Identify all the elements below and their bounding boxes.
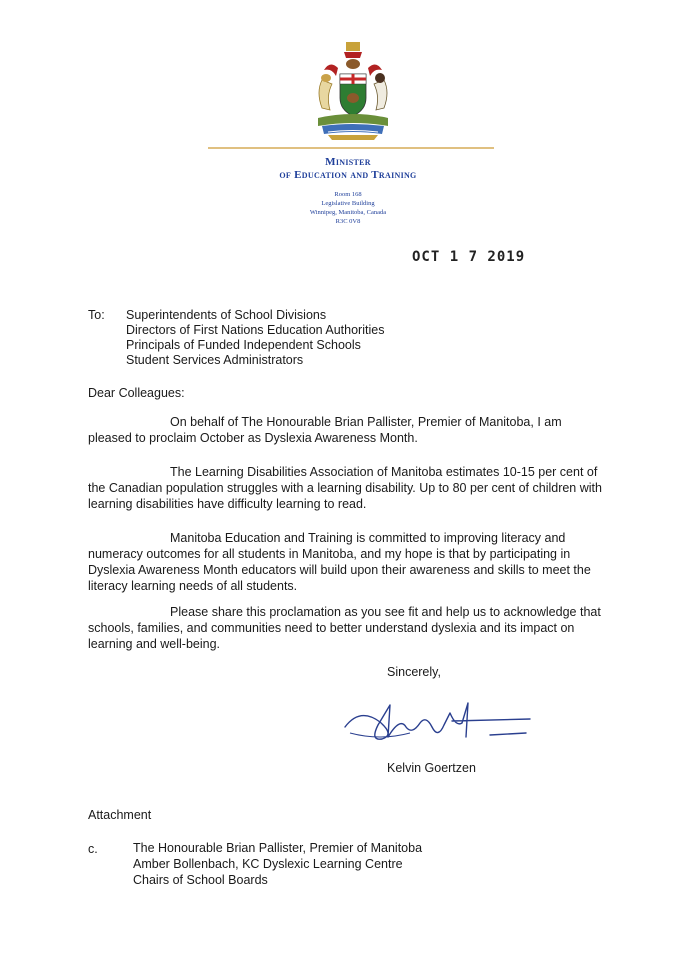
letterhead-title-line2: of Education and Training bbox=[279, 169, 417, 181]
address-line: Legislative Building bbox=[321, 200, 375, 207]
address-line: Winnipeg, Manitoba, Canada bbox=[309, 209, 387, 216]
recipient-item: Student Services Administrators bbox=[126, 353, 304, 367]
cc-label: c. bbox=[88, 842, 98, 856]
letterhead-title-line1: Minister bbox=[325, 156, 371, 168]
recipient-list bbox=[126, 308, 384, 368]
salutation: Dear Colleagues: bbox=[88, 386, 185, 400]
cc-list bbox=[133, 840, 422, 888]
date-stamp: OCT 1 7 2019 bbox=[412, 249, 526, 265]
letterhead-rule bbox=[208, 147, 494, 149]
body-paragraph: Manitoba Education and Training is committed to improving literacy and numeracy outcomes for all students in Manitoba, and my hope is that by participating in Dyslexia Awareness Month educators will build upon their awareness and skills to meet the literacy learning needs of all students. bbox=[88, 531, 591, 593]
body-paragraph: Please share this proclamation as you see fit and help us to acknowledge that schools, families, and communities need to better understand dyslexia and its impact on learning and well-being. bbox=[88, 605, 601, 651]
body-paragraph: On behalf of The Honourable Brian Pallister, Premier of Manitoba, I am pleased to proclaim October as Dyslexia Awareness Month. bbox=[88, 415, 562, 445]
closing: Sincerely, bbox=[387, 665, 441, 679]
address-line: R3C 0V8 bbox=[335, 218, 361, 225]
signer-name: Kelvin Goertzen bbox=[387, 761, 476, 775]
cc-item: Chairs of School Boards bbox=[133, 873, 268, 887]
attachment-label: Attachment bbox=[88, 808, 152, 822]
to-label: To: bbox=[88, 308, 105, 322]
letterhead-address bbox=[0, 190, 696, 226]
body-paragraph: The Learning Disabilities Association of Manitoba estimates 10-15 per cent of the Canadian population struggles with a learning disability. Up to 80 per cent of children with learning disabilities have difficulty learning to read. bbox=[88, 465, 602, 511]
signature-icon bbox=[340, 697, 540, 747]
cc-item: The Honourable Brian Pallister, Premier of Manitoba bbox=[133, 841, 423, 855]
recipient-item: Superintendents of School Divisions bbox=[126, 308, 327, 322]
recipient-item: Principals of Funded Independent Schools bbox=[126, 338, 361, 352]
coat-of-arms-icon bbox=[308, 40, 398, 140]
recipient-item: Directors of First Nations Education Authorities bbox=[126, 323, 385, 337]
address-line: Room 168 bbox=[334, 191, 362, 198]
cc-item: Amber Bollenbach, KC Dyslexic Learning Centre bbox=[133, 857, 403, 871]
